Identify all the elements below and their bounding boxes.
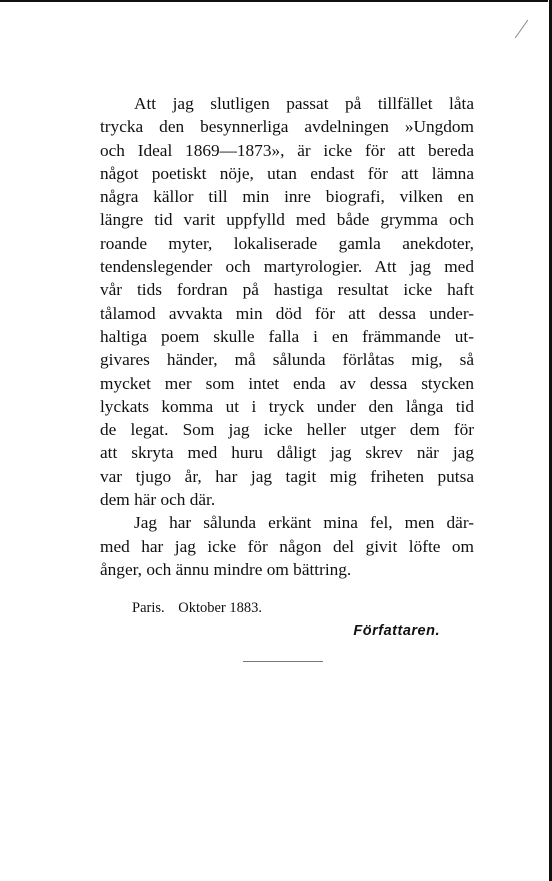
date: Oktober 1883. xyxy=(178,600,263,616)
place: Paris. xyxy=(132,600,165,616)
text-line: något poetiskt nöje, utan endast för att lämna xyxy=(100,163,474,183)
text-line: haltiga poem skulle falla i en främmande ut- xyxy=(100,326,474,346)
text-line: roande myter, lokaliserade gamla anekdoter, xyxy=(100,233,474,253)
end-divider xyxy=(243,661,323,662)
text-line: trycka den besynnerliga avdelningen »Ungdom xyxy=(100,117,474,137)
text-line: de legat. Som jag icke heller utger dem för xyxy=(100,420,474,440)
text-line: ånger, och ännu mindre om bättring. xyxy=(100,559,352,579)
paragraph-2 xyxy=(100,511,474,581)
text-line: Att jag slutligen passat på tillfället låta xyxy=(134,94,474,113)
text-line: var tjugo år, har jag tagit mig friheten putsa xyxy=(100,466,474,486)
text-line: några källor till min inre biografi, vilken en xyxy=(100,187,474,207)
text-line: att skryta med huru dåligt jag skrev när jag xyxy=(100,443,474,463)
text-line: med har jag icke för någon del givit löfte om xyxy=(100,536,474,556)
text-line: mycket mer som intet enda av dessa stycken xyxy=(100,373,474,393)
text-line: tendenslegender och martyrologier. Att jag med xyxy=(100,257,474,277)
text-line: dem här och där. xyxy=(100,490,216,510)
text-line: tålamod avvakta min död för att dessa under- xyxy=(100,303,474,323)
text-line: vår tids fordran på hastiga resultat icke haft xyxy=(100,280,474,300)
preface-text xyxy=(100,92,474,581)
corner-pencil-mark xyxy=(515,20,528,39)
text-line: Jag har sålunda erkänt mina fel, men där- xyxy=(134,513,474,533)
text-line: givares händer, må sålunda förlåtas mig, så xyxy=(100,350,474,370)
page-border-top xyxy=(0,0,548,2)
paragraph-1 xyxy=(100,92,474,511)
author-signature: Författaren. xyxy=(353,623,440,639)
text-line: längre tid varit uppfylld med både grymma och xyxy=(100,210,474,230)
text-line: och Ideal 1869—1873», är icke för att bereda xyxy=(100,140,474,160)
place-and-date xyxy=(132,599,272,617)
text-line: lyckats komma ut i tryck under den långa tid xyxy=(100,396,474,416)
